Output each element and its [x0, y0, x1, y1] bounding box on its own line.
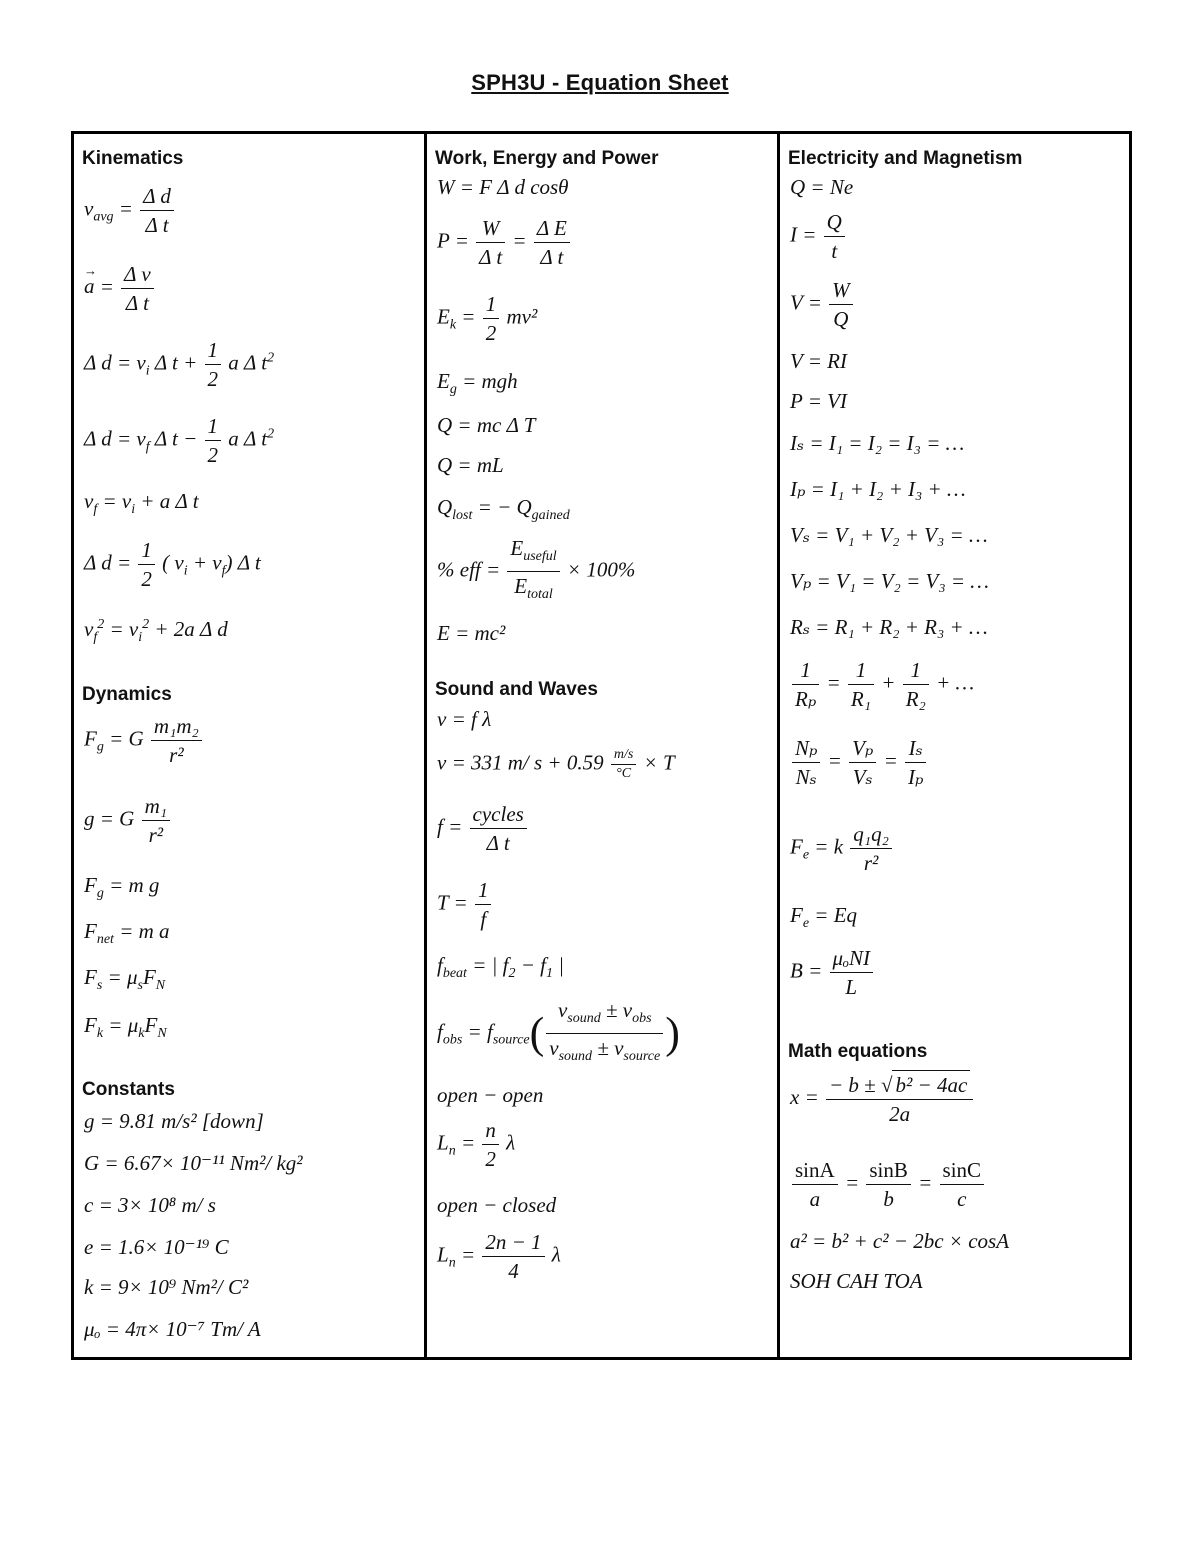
section-kinematics: Kinematics [82, 148, 184, 169]
eq-magnetic-field: B = $\frac{\text{μₒNI}}{L}$ [790, 944, 875, 1001]
eq-average-velocity: $v_{avg}$ = $\frac{\text{Δ d}}{\text{Δ t}}$ [84, 182, 176, 239]
column-kinematics-dynamics-constants [74, 134, 427, 1357]
const-big-g: G = 6.67× 10⁻¹¹ Nm²/ kg² [84, 1151, 303, 1175]
eq-parallel-voltage: Vₚ = V₁ = V₂ = V₃ = … [790, 569, 989, 593]
eq-voltage: V = $\frac{W}{Q}$ [790, 276, 855, 333]
const-mu: μₒ = 4π× 10⁻⁷ Tm/ A [84, 1317, 261, 1341]
eq-sine-law: $\frac{\sin A}{a}$ = $\frac{\sin B}{b}$ = $\frac{\sin C}{c}$ [790, 1156, 986, 1213]
eq-wave-speed: v = f λ [437, 707, 492, 731]
const-g: g = 9.81 m/s² [down] [84, 1109, 264, 1133]
eq-gravity-force: $F_g = G$ $\frac{\text{m₁m₂}}{\text{r²}}$ [84, 712, 204, 769]
eq-frequency: f = $\frac{\text{cycles}}{\text{Δ t}}$ [437, 800, 529, 857]
eq-transformer: $\frac{\text{Nₚ}}{\text{Nₛ}}$ = $\frac{\text{Vₚ}}{\text{Vₛ}}$ = $\frac{\text{Iₛ}}{\text{Iₚ}}$ [790, 734, 928, 791]
eq-cosine-law: a² = b² + c² − 2bc × cosA [790, 1229, 1010, 1253]
equation-table [71, 131, 1132, 1360]
eq-doppler: $f_{obs} = f_{source}$( $\frac{v_{sound} \pm v_{obs}}{v_{sound} \pm v_{source}}$ ) [437, 998, 680, 1065]
eq-soh-cah-toa: SOH CAH TOA [790, 1269, 923, 1293]
eq-ohm: V = RI [790, 349, 847, 373]
eq-mass-energy: E = mc² [437, 621, 506, 645]
eq-velocity-squared: $v_f^2 = v_i^2 + 2a$ Δ d [84, 617, 228, 646]
label-open-open: open − open [437, 1083, 544, 1107]
eq-potential-energy: $E_g$ = mgh [437, 369, 518, 398]
section-constants: Constants [82, 1079, 175, 1100]
eq-displacement-vf: Δ $d = v_f$ Δ t − $\frac{1}{2}$ a Δ $t^2$ [84, 414, 275, 467]
section-dynamics: Dynamics [82, 684, 172, 705]
eq-series-resistance: Rₛ = R₁ + R₂ + R₃ + … [790, 615, 988, 639]
section-electricity-magnetism: Electricity and Magnetism [788, 148, 1023, 169]
eq-series-voltage: Vₛ = V₁ + V₂ + V₃ = … [790, 523, 988, 547]
label-open-closed: open − closed [437, 1193, 557, 1217]
eq-work: W = F Δ d cosθ [437, 175, 569, 199]
section-math-equations: Math equations [788, 1041, 928, 1062]
eq-open-closed-length: $L_n$ = $\frac{2n - 1}{4}$ λ [437, 1230, 561, 1283]
const-e: e = 1.6× 10⁻¹⁹ C [84, 1235, 229, 1259]
section-work-energy-power: Work, Energy and Power [435, 148, 659, 169]
eq-parallel-resistance: $\frac{1}{\text{Rₚ}}$ = $\frac{1}{\text{R₁}}$ + $\frac{1}{\text{R₂}}$ + … [790, 656, 974, 713]
eq-gravity-field: g = G $\frac{\text{m₁}}{\text{r²}}$ [84, 792, 172, 849]
eq-speed-of-sound: v = 331 m/ s + 0.59 $\frac{m/s}{^\circ C}$ × T [437, 747, 675, 781]
eq-net-force: $F_{net} = m$ a [84, 919, 170, 948]
eq-current: I = $\frac{Q}{t}$ [790, 208, 847, 265]
eq-quadratic: x = $\frac{\text{− b ± √ b² − 4ac}}{2a}$ [790, 1070, 975, 1128]
eq-displacement-average: Δ d = $\frac{1}{2}$ ( $v_i + v_f$) Δ t [84, 538, 261, 591]
eq-static-friction: $F_s = \mu_sF_N$ [84, 965, 166, 994]
eq-coulomb: $F_e = k$ $\frac{\text{q₁q₂}}{\text{r²}}$ [790, 820, 894, 877]
column-work-sound [427, 134, 780, 1357]
section-sound-waves: Sound and Waves [435, 679, 598, 700]
eq-kinetic-friction: $F_k = \mu_kF_N$ [84, 1013, 167, 1042]
eq-charge: Q = Ne [790, 175, 854, 199]
eq-electric-power: P = VI [790, 389, 847, 413]
eq-electric-field-force: $F_e = Eq$ [790, 903, 858, 932]
eq-beat-frequency: $f_{beat}$ = | $f_2 - f_1$ | [437, 953, 565, 982]
eq-parallel-current: Iₚ = I₁ + I₂ + I₃ + … [790, 477, 966, 501]
eq-series-current: Iₛ = I₁ = I₂ = I₃ = … [790, 431, 965, 455]
eq-latent-heat: Q = mL [437, 453, 504, 477]
page-title: SPH3U - Equation Sheet [471, 70, 729, 95]
eq-heat-exchange: $Q_{lost}$ = − $Q_{gained}$ [437, 495, 570, 524]
eq-open-open-length: $L_n$ = $\frac{n}{2}$ λ [437, 1118, 516, 1171]
const-k: k = 9× 10⁹ Nm²/ C² [84, 1275, 249, 1299]
eq-heat-temperature: Q = mc Δ T [437, 413, 536, 437]
eq-efficiency: % eff = $\frac{E_{useful}}{E_{total}}$ × 100% [437, 536, 636, 603]
eq-power: P = $\frac{W}{\text{Δ t}}$ = $\frac{\text{Δ E}}{\text{Δ t}}$ [437, 214, 572, 271]
const-c: c = 3× 10⁸ m/ s [84, 1193, 216, 1217]
eq-weight: $F_g = m$ g [84, 873, 160, 902]
column-electricity-math [780, 134, 1129, 1357]
eq-kinetic-energy: $E_k$ = $\frac{1}{2}$ mv² [437, 292, 538, 345]
eq-displacement-vi: Δ $d = v_i$ Δ t + $\frac{1}{2}$ a Δ $t^2$ [84, 338, 275, 391]
eq-acceleration: → a = $\frac{\text{Δ v}}{\text{Δ t}}$ [84, 260, 156, 317]
eq-final-velocity: $v_f = v_i + a$ Δ t [84, 489, 199, 518]
eq-period: T = $\frac{1}{f}$ [437, 876, 493, 933]
